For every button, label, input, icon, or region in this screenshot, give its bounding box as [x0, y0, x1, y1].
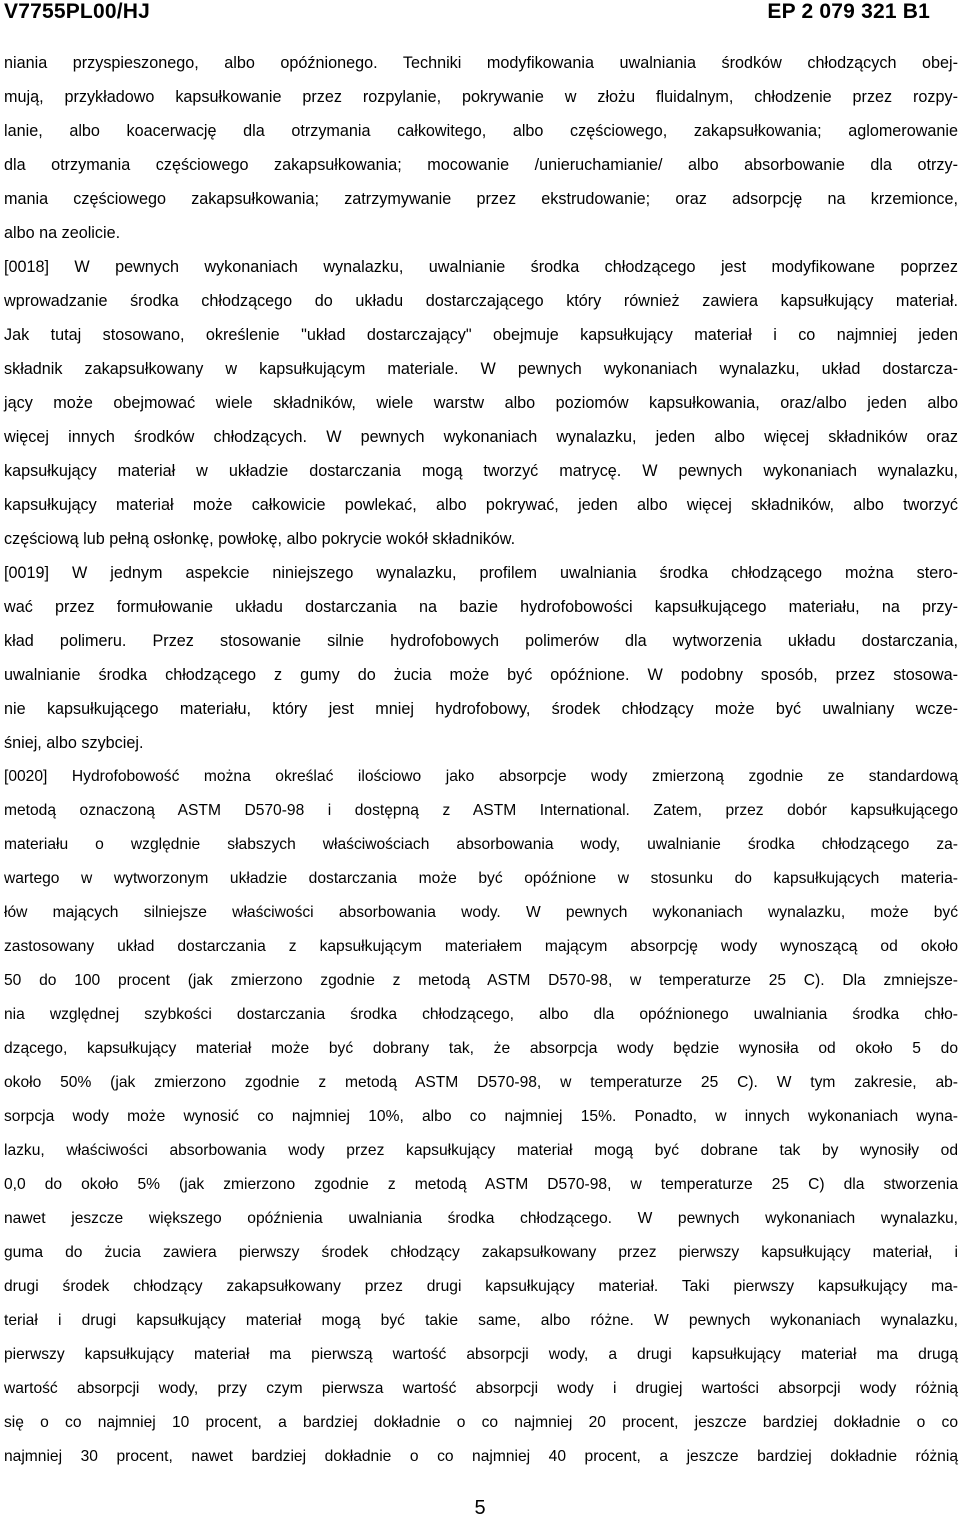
- text-line: mania częściowego zakapsułkowania; zatrzymywanie przez ekstrudowanie; oraz adsorpcję na krzemionce,: [4, 190, 958, 208]
- text-line: nia względnej szybkości dostarczania środka chłodzącego, albo dla opóźnionego uwalniania środka chło-: [4, 1006, 958, 1023]
- text-line: lanie, albo koacerwację dla otrzymania całkowitego, albo częściowego, zakapsułkowania; aglomerowanie: [4, 122, 958, 140]
- text-line: [0018] W pewnych wykonaniach wynalazku, uwalnianie środka chłodzącego jest modyfikowane poprzez: [4, 258, 958, 276]
- text-line: [0019] W jednym aspekcie niniejszego wynalazku, profilem uwalniania środka chłodzącego można stero-: [4, 564, 958, 582]
- text-line: [0020] Hydrofobowość można określać ilościowo jako absorpcje wody zmierzoną zgodnie ze standardową: [4, 768, 958, 785]
- paragraph-0018: [4, 250, 958, 556]
- text-line: nie kapsułkującego materiału, który jest mniej hydrofobowy, środek chłodzący może być uwalniany wcze-: [4, 700, 958, 718]
- text-line: składnik zakapsułkowany w kapsułkującym materiale. W pewnych wykonaniach wynalazku, układ dostarcza-: [4, 360, 958, 378]
- text-line: kapsułkujący materiał może całkowicie powlekać, albo pokrywać, jeden albo więcej składników, albo tworzyć: [4, 496, 958, 514]
- text-line: albo na zeolicie.: [4, 224, 121, 242]
- text-line: łów mających silniejsze właściwości absorbowania wody. W pewnych wykonaniach wynalazku, może być: [4, 904, 958, 921]
- text-line: niania przyspieszonego, albo opóźnionego. Techniki modyfikowania uwalniania środków chłodzących obej-: [4, 54, 958, 72]
- page-header: [0, 0, 960, 30]
- text-line: około 50% (jak zmierzono zgodnie z metodą ASTM D570-98, w temperaturze 25 C). W tym zakresie, ab-: [4, 1074, 958, 1091]
- text-line: teriał i drugi kapsułkujący materiał mogą być takie same, albo różne. W pewnych wykonaniach wynalazku,: [4, 1312, 958, 1329]
- text-line: kład polimeru. Przez stosowanie silnie hydrofobowych polimerów dla wytworzenia układu dostarczania,: [4, 632, 958, 650]
- text-line: 50 do 100 procent (jak zmierzono zgodnie z metodą ASTM D570-98, w temperaturze 25 C). Dla zmniejsze-: [4, 972, 958, 989]
- text-line: sorpcja wody może wynosić co najmniej 10%, albo co najmniej 15%. Ponadto, w innych wykonaniach wyna-: [4, 1108, 958, 1125]
- text-line: częściową lub pełną osłonkę, powłokę, albo pokrycie wokół składników.: [4, 530, 516, 548]
- text-line: nawet jeszcze większego opóźnienia uwalniania środka chłodzącego. W pewnych wykonaniach wynalazku,: [4, 1210, 958, 1227]
- text-line: wać przez formułowanie układu dostarczania na bazie hydrofobowości kapsułkującego materiału, na przy-: [4, 598, 958, 616]
- paragraph-0020: [4, 760, 958, 1474]
- document-code: V7755PL00/HJ: [4, 0, 150, 23]
- patent-number: EP 2 079 321 B1: [767, 0, 930, 23]
- text-line: dla otrzymania częściowego zakapsułkowania; mocowanie /unieruchamianie/ albo absorbowanie dla otrzy-: [4, 156, 958, 174]
- text-line: wartość absorpcji wody, przy czym pierwsza wartość absorpcji wody i drugiej wartości absorpcji wody różnią: [4, 1380, 958, 1397]
- text-line: kapsułkujący materiał w układzie dostarczania mogą tworzyć matrycę. W pewnych wykonaniach wynalazku,: [4, 462, 958, 480]
- page-number: 5: [474, 1497, 486, 1519]
- text-line: wartego w wytworzonym układzie dostarczania może być opóźnione w stosunku do kapsułkujących materia-: [4, 870, 958, 887]
- text-line: najmniej 30 procent, nawet bardziej dokładnie o co najmniej 40 procent, a jeszcze bardziej dokładnie różnią: [4, 1448, 958, 1465]
- text-line: wprowadzanie środka chłodzącego do układu dostarczającego który również zawiera kapsułkujący materiał.: [4, 292, 958, 310]
- text-line: się o co najmniej 10 procent, a bardziej dokładnie o co najmniej 20 procent, jeszcze bardziej dokładnie o co: [4, 1414, 958, 1431]
- text-line: jący może obejmować wiele składników, wiele warstw albo poziomów kapsułkowania, oraz/albo jeden albo: [4, 394, 958, 412]
- text-line: pierwszy kapsułkujący materiał ma pierwszą wartość absorpcji wody, a drugi kapsułkujący materiał ma drugą: [4, 1346, 958, 1363]
- text-line: lazku, właściwości absorbowania wody przez kapsułkujący materiał mogą być dobrane tak by wynosiły od: [4, 1142, 958, 1159]
- text-line: metodą oznaczoną ASTM D570-98 i dostępną z ASTM International. Zatem, przez dobór kapsułkującego: [4, 802, 958, 819]
- text-line: guma do żucia zawiera pierwszy środek chłodzący zakapsułkowany przez pierwszy kapsułkujący materiał, i: [4, 1244, 958, 1261]
- text-line: uwalnianie środka chłodzącego z gumy do żucia może być opóźnione. W podobny sposób, przez stosowa-: [4, 666, 958, 684]
- text-line: drugi środek chłodzący zakapsułkowany przez drugi kapsułkujący materiał. Taki pierwszy kapsułkujący ma-: [4, 1278, 958, 1295]
- text-line: więcej innych środków chłodzących. W pewnych wykonaniach wynalazku, jeden albo więcej składników oraz: [4, 428, 958, 446]
- document-body: [4, 46, 958, 1474]
- paragraph-continuation: [4, 46, 958, 250]
- paragraph-0019: [4, 556, 958, 760]
- text-line: Jak tutaj stosowano, określenie "układ dostarczający" obejmuje kapsułkujący materiał i co najmniej jeden: [4, 326, 958, 344]
- text-line: materiału o względnie słabszych właściwościach absorbowania wody, uwalnianie środka chłodzącego za-: [4, 836, 958, 853]
- text-line: 0,0 do około 5% (jak zmierzono zgodnie z metodą ASTM D570-98, w temperaturze 25 C) dla stworzenia: [4, 1176, 958, 1193]
- text-line: śniej, albo szybciej.: [4, 734, 144, 752]
- text-line: mują, przykładowo kapsułkowanie przez rozpylanie, pokrywanie w złożu fluidalnym, chłodzenie przez rozpy-: [4, 88, 958, 106]
- text-line: dzącego, kapsułkujący materiał może być dobrany tak, że absorpcja wody będzie wynosiła od około 5 do: [4, 1040, 958, 1057]
- text-line: zastosowany układ dostarczania z kapsułkującym materiałem mającym absorpcję wody wynoszącą od około: [4, 938, 958, 955]
